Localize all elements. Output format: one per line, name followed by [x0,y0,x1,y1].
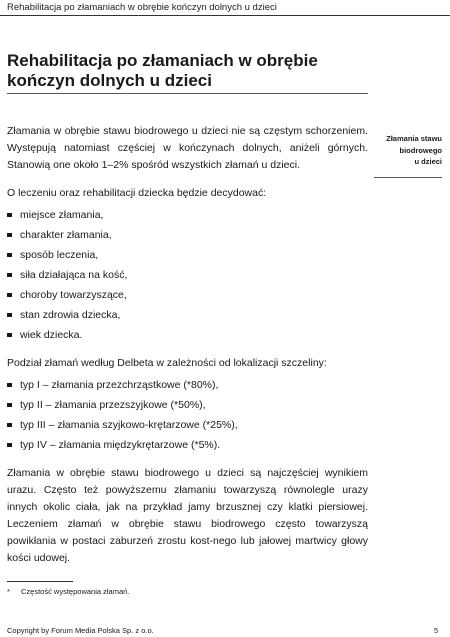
list-item [7,227,127,247]
list-item-text: wiek dziecka. [20,329,83,341]
bullet-icon [7,333,12,338]
footnote-marker: * [7,587,10,596]
list-item [7,207,127,227]
list-item-text: typ IV – złamania międzykrętarzowe (*5%). [20,439,221,451]
list-item-text: choroby towarzyszące, [20,289,127,301]
bullet-icon [7,253,12,258]
list-item-text: charakter złamania, [20,229,112,241]
list-item-text: sposób leczenia, [20,249,99,261]
list-item [7,267,127,287]
bullet-icon [7,213,12,218]
list-item [7,247,127,267]
list-item [7,437,238,457]
footnote [7,587,129,596]
list-item-text: stan zdrowia dziecka, [20,309,121,321]
list-item-text: typ II – złamania przezszyjkowe (*50%), [20,399,206,411]
list-item [7,417,238,437]
list-item [7,377,238,397]
footer-copyright: Copyright by Forum Media Polska Sp. z o.o. [7,626,154,635]
list-item [7,397,238,417]
list-item-text: miejsce złamania, [20,209,104,221]
causes-paragraph: Złamania w obrębie stawu biodrowego u dzieci są najczęściej wynikiem urazu. Często też powyższemu złamaniu towarzyszą równolegle urazy innych okolic ciała, jak na przykład jamy brzusznej czy klatki piersiowej. Leczeniem złamań w obrębie stawu biodrowego często towarzyszą powikłania w postaci zaburzeń zrostu kost-nego lub jałowej martwicy głowy kości udowej. [7,467,368,564]
list-item [7,327,127,347]
bullet-icon [7,383,12,388]
title-rule [7,93,368,94]
side-note-line3: u dzieci [414,157,442,166]
delbet-list [7,377,238,457]
intro-paragraph: Złamania w obrębie stawu biodrowego u dzieci nie są częstym schorzeniem. Występują natomiast częściej w kończynach dolnych, aniżeli górnych. Stanowią one około 1–2% spośród wszystkich złamań u dzieci. [7,125,368,171]
delbet-intro: Podział złamań według Delbeta w zależności od lokalizacji szczeliny: [7,357,327,369]
bullet-icon [7,403,12,408]
factors-list [7,207,127,347]
bullet-icon [7,233,12,238]
footnote-text: Częstość występowania złamań. [21,587,130,596]
page-title-line1: Rehabilitacja po złamaniach w obrębie [7,51,318,70]
page-number: 5 [434,626,439,635]
bullet-icon [7,313,12,318]
side-note-line2: biodrowego [399,145,442,155]
page-title-line2: kończyn dolnych u dzieci [7,71,212,90]
footnote-rule [7,581,73,582]
bullet-icon [7,423,12,428]
side-note-line1: Złamania stawu [386,134,442,143]
side-note [384,133,442,168]
bullet-icon [7,293,12,298]
header-rule [0,15,450,16]
list-item [7,307,127,327]
side-note-rule [374,177,442,178]
running-header: Rehabilitacja po złamaniach w obrębie kończyn dolnych u dzieci [7,2,277,13]
bullet-icon [7,273,12,278]
list-item-text: typ I – złamania przezchrząstkowe (*80%), [20,379,219,391]
list-item-text: siła działająca na kość, [20,269,128,281]
bullet-icon [7,443,12,448]
factors-intro: O leczeniu oraz rehabilitacji dziecka będzie decydować: [7,187,267,199]
list-item-text: typ III – złamania szyjkowo-krętarzowe (*25%), [20,419,238,431]
page-title [7,51,407,91]
list-item [7,287,127,307]
